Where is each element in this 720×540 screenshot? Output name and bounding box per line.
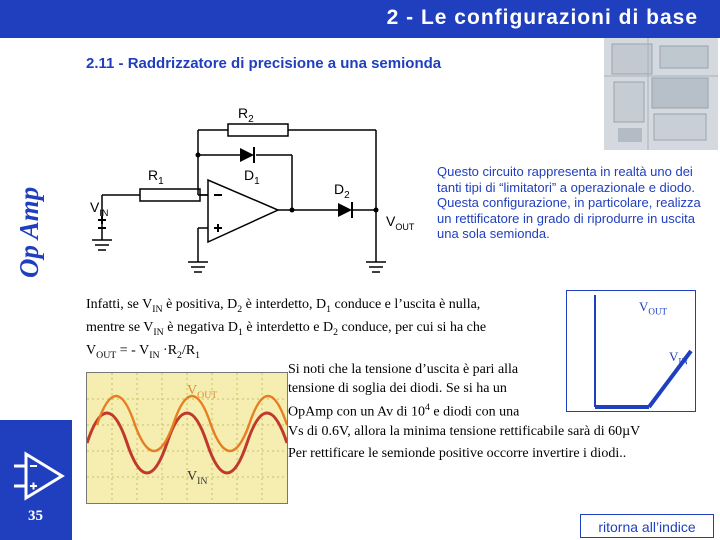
- header-bar: [0, 0, 720, 38]
- label-d2: $D_2$: [334, 181, 350, 201]
- rectifier-circuit-diagram: [80, 100, 440, 280]
- chapter-title: 2 - Le configurazioni di base: [386, 6, 698, 29]
- circuit-description: Questo circuito rappresenta in realtà uno dei tanti tipi di “limitatori” a operazionale e diodo. Questa configurazione, in particolare, realizza un rettificatore in grado di riprodurre in uscita una sola semionda.: [437, 164, 701, 241]
- osc-vout-label: $V_{OUT}$: [187, 383, 218, 401]
- label-d1: $D_1$: [244, 167, 260, 187]
- label-vin: $V_{IN}$: [90, 199, 109, 218]
- opamp-logo-icon: [10, 446, 70, 506]
- transfer-vout-label: $V_{OUT}$: [639, 299, 668, 317]
- paragraph-explanation: Infatti, se $V_{IN}$ è positiva, $D_2$ è interdetto, $D_1$ conduce e l’uscita è nulla, mentre se $V_{IN}$ è negativa $D_1$ è interdetto e $D_2$ conduce, per cui si ha che $V_{OUT}$ = - $V_{IN} \cdot R_2/R_1$: [86, 297, 487, 361]
- oscilloscope-display: [86, 372, 288, 504]
- section-title: 2.11 - Raddrizzatore di precisione a una semionda: [86, 55, 442, 72]
- label-r1: $R_1$: [148, 167, 164, 187]
- vertical-title: Op Amp: [14, 186, 44, 278]
- chip-die-image: [604, 38, 718, 150]
- paragraph-threshold: Si noti che la tensione d’uscita è pari alla tensione di soglia dei diodi. Se si ha un OpAmp con un Av di $10^4$ e diodi con una Vs di 0.6V, allora la minima tensione rettificabile sarà di 60µV: [288, 362, 641, 439]
- osc-vin-label: $V_{IN}$: [187, 469, 208, 487]
- paragraph-invert-diodes: Per rettificare le semionde positive occorre invertire i diodi..: [288, 446, 627, 461]
- label-r2: $R_2$: [238, 105, 254, 125]
- back-to-index-link[interactable]: ritorna all’indice: [580, 514, 714, 538]
- page-number: 35: [28, 508, 43, 524]
- label-vout: $V_{OUT}$: [386, 213, 415, 232]
- transfer-vin-label: $V_{IN}$: [669, 349, 688, 367]
